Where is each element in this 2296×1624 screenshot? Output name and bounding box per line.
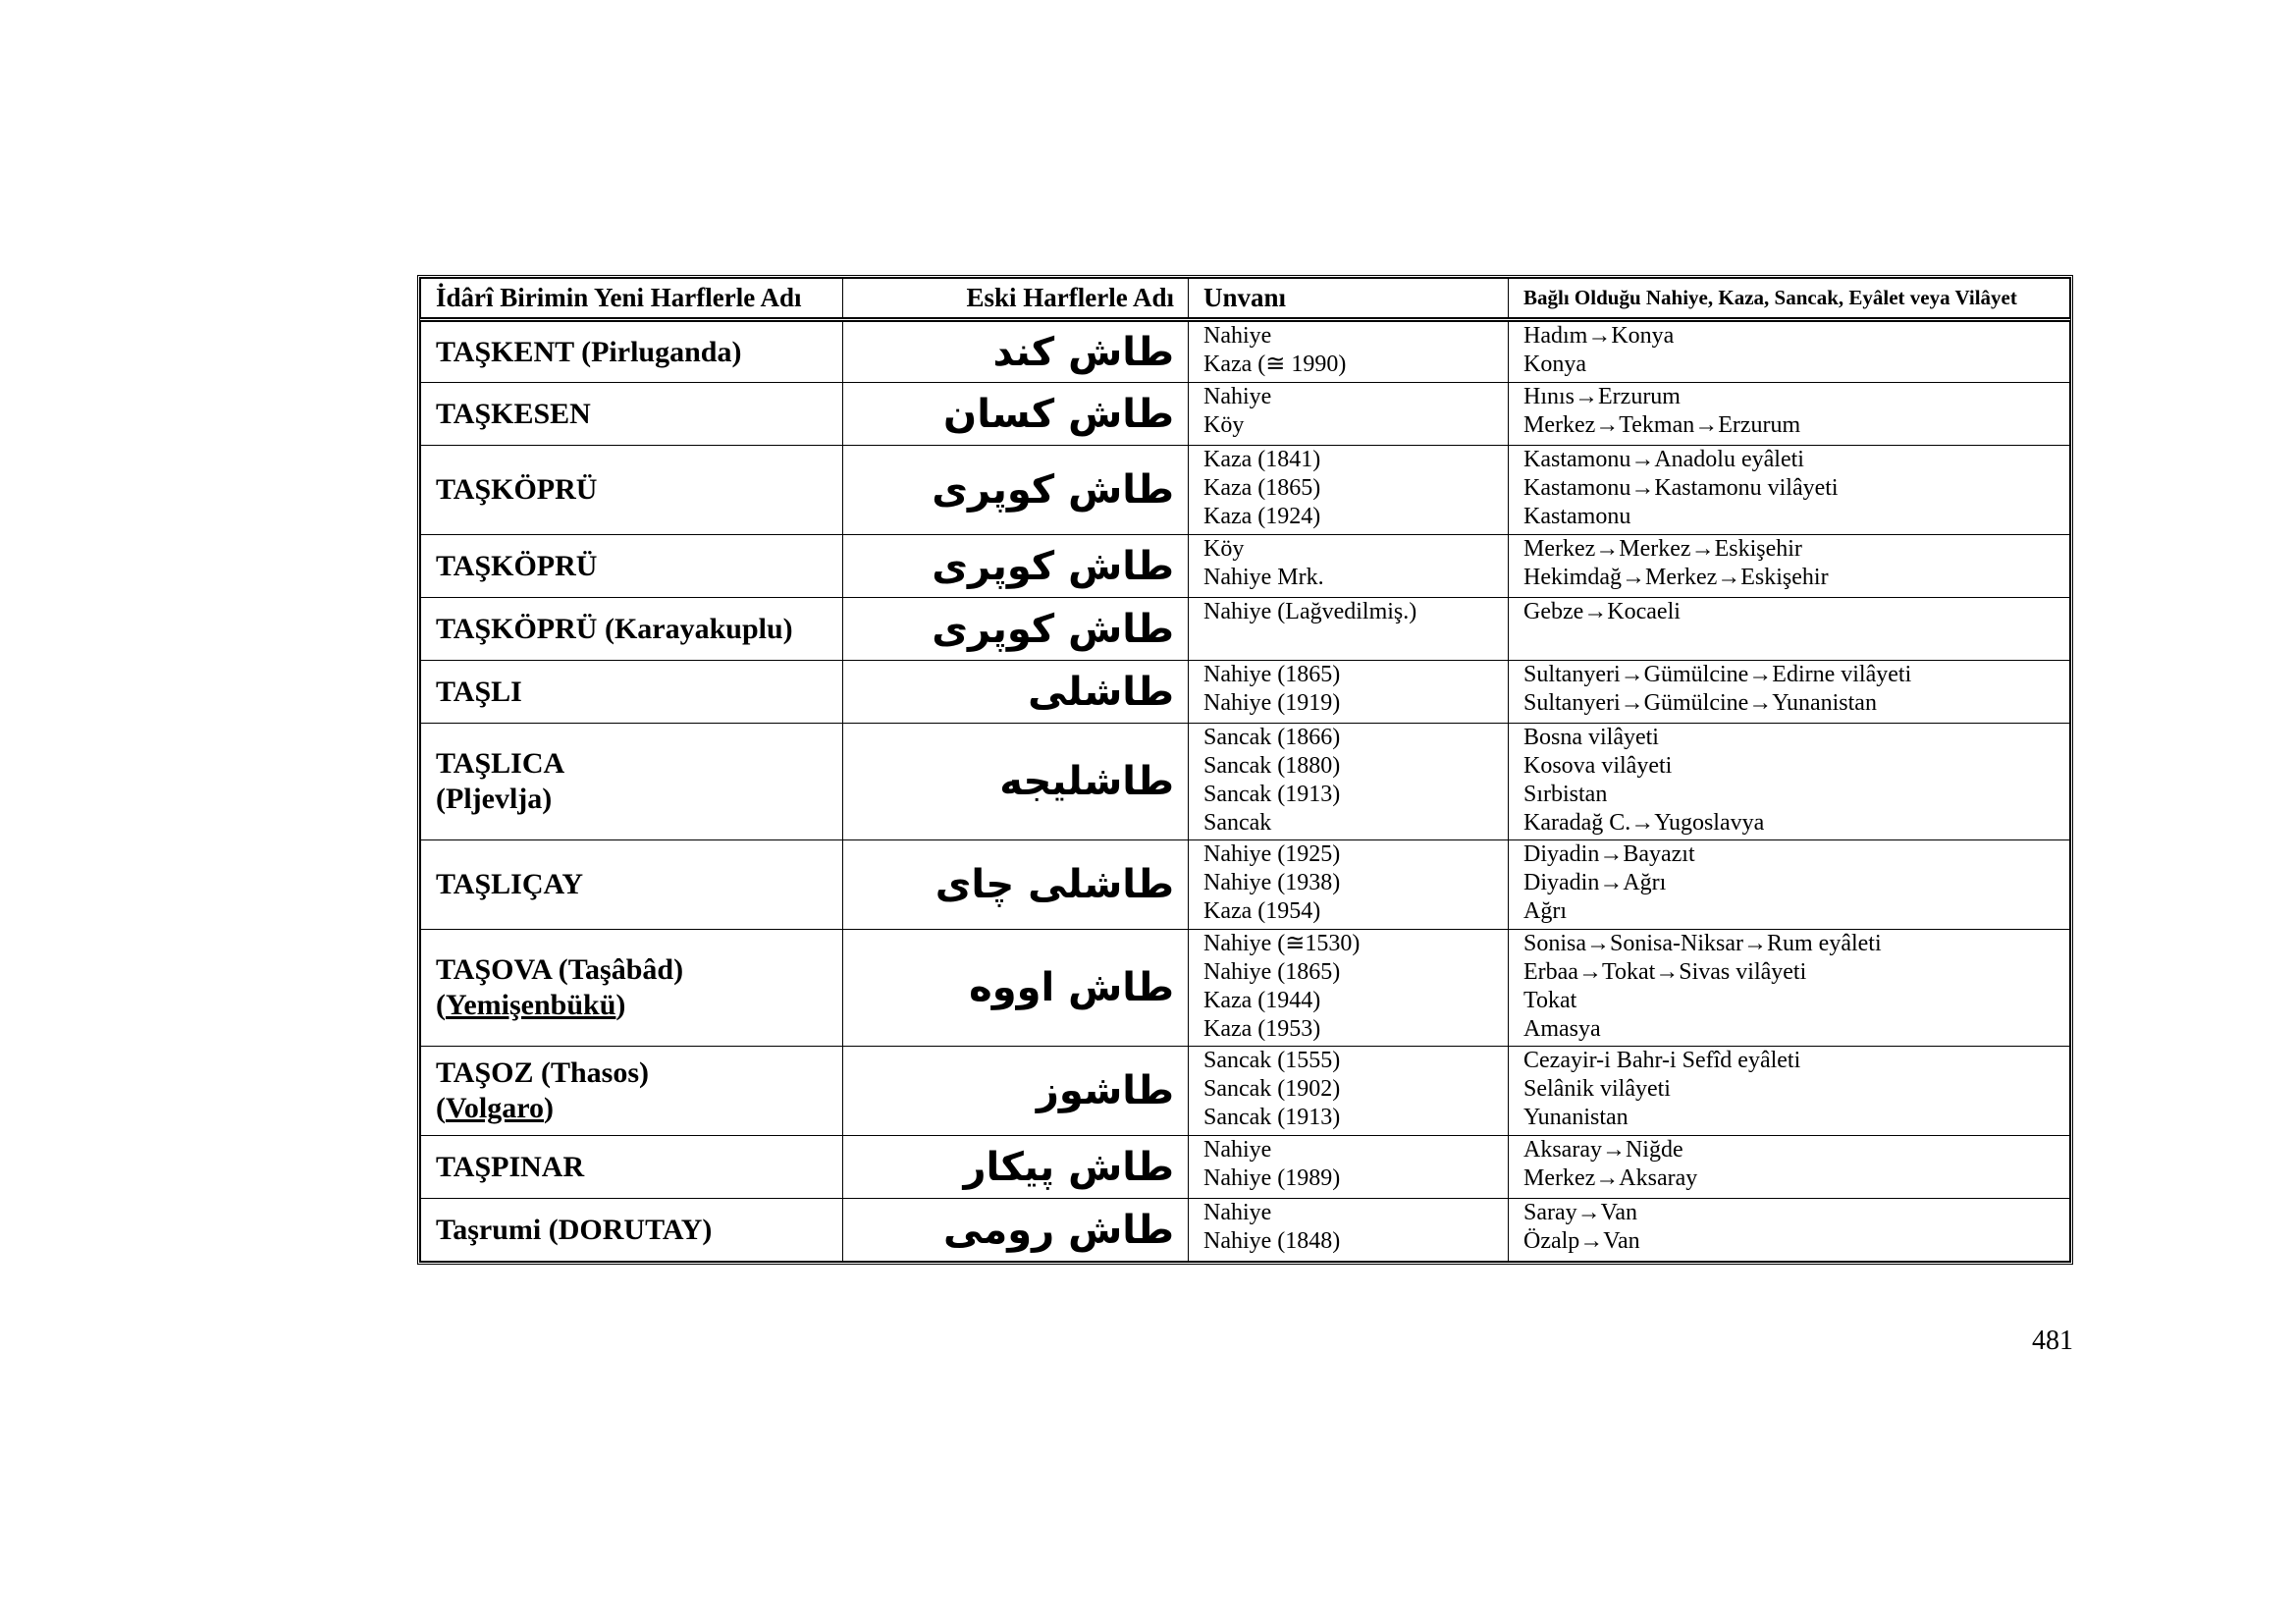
affiliation-line: Diyadin→Bayazıt: [1523, 841, 1695, 867]
cell-affiliation: [1509, 535, 2070, 598]
affiliation-line: Konya: [1523, 352, 1586, 377]
cell-ottoman-name: طاش كند: [843, 320, 1189, 383]
title-line: Nahiye (1919): [1203, 690, 1341, 716]
cell-affiliation: [1509, 840, 2070, 930]
title-line: Kaza (1944): [1203, 988, 1321, 1013]
cell-title: [1189, 661, 1509, 724]
table-header-row: [421, 279, 2070, 320]
title-line: Köy: [1203, 536, 1245, 562]
cell-title: [1189, 383, 1509, 446]
title-line: Kaza (1953): [1203, 1016, 1321, 1042]
title-line: Nahiye (≅1530): [1203, 931, 1361, 956]
title-line: Nahiye: [1203, 384, 1272, 409]
title-line: Nahiye (1989): [1203, 1165, 1341, 1191]
cell-ottoman-name: طاشوز: [843, 1047, 1189, 1136]
table-row: [421, 598, 2070, 661]
name-alternate-underlined: Volgaro: [446, 1092, 545, 1124]
table-row: [421, 661, 2070, 724]
place-names-table: [420, 278, 2070, 1262]
cell-ottoman-name: طاش اووه: [843, 930, 1189, 1047]
page-number: 481: [2032, 1326, 2073, 1356]
title-line: Kaza (1954): [1203, 898, 1321, 924]
cell-ottoman-name: طاشليجه: [843, 724, 1189, 840]
header-old-letters-name: Eski Harflerle Adı: [843, 279, 1189, 320]
affiliation-line: Sultanyeri→Gümülcine→Yunanistan: [1523, 690, 1877, 716]
cell-ottoman-name: طاشلى: [843, 661, 1189, 724]
cell-title: [1189, 320, 1509, 383]
title-line: Nahiye: [1203, 1200, 1272, 1225]
header-new-letters-name: İdârî Birimin Yeni Harflerle Adı: [421, 279, 843, 320]
name-line: TAŞOZ (Thasos): [436, 1056, 650, 1089]
affiliation-line: Özalp→Van: [1523, 1228, 1640, 1254]
cell-affiliation: [1509, 320, 2070, 383]
name-alternate-line: (Volgaro): [436, 1092, 555, 1124]
affiliation-line: Karadağ C.→Yugoslavya: [1523, 810, 1765, 836]
affiliation-line: Sultanyeri→Gümülcine→Edirne vilâyeti: [1523, 662, 1912, 687]
cell-ottoman-name: طاش پيكار: [843, 1136, 1189, 1199]
affiliation-line: Aksaray→Niğde: [1523, 1137, 1683, 1163]
affiliation-line: Hekimdağ→Merkez→Eskişehir: [1523, 565, 1829, 590]
name-alternate-line: (Yemişenbükü): [436, 989, 626, 1021]
cell-affiliation: [1509, 930, 2070, 1047]
cell-new-name: [421, 840, 843, 930]
affiliation-line: Ağrı: [1523, 898, 1567, 924]
cell-affiliation: [1509, 598, 2070, 661]
cell-new-name: [421, 535, 843, 598]
cell-new-name: [421, 1047, 843, 1136]
affiliation-line: Kastamonu→Kastamonu vilâyeti: [1523, 475, 1839, 501]
affiliation-line: Selânik vilâyeti: [1523, 1076, 1671, 1102]
title-line: Sancak (1555): [1203, 1048, 1341, 1073]
affiliation-line: Kastamonu→Anadolu eyâleti: [1523, 447, 1804, 472]
cell-ottoman-name: طاش كوپرى: [843, 535, 1189, 598]
table-row: [421, 320, 2070, 383]
cell-affiliation: [1509, 383, 2070, 446]
table-row: [421, 1199, 2070, 1262]
name-line: TAŞLIÇAY: [436, 868, 584, 900]
affiliation-line: Saray→Van: [1523, 1200, 1637, 1225]
cell-affiliation: [1509, 724, 2070, 840]
cell-new-name: [421, 1136, 843, 1199]
cell-ottoman-name: طاشلى چاى: [843, 840, 1189, 930]
title-line: Sancak (1880): [1203, 753, 1341, 779]
cell-affiliation: [1509, 1047, 2070, 1136]
table-row: [421, 383, 2070, 446]
title-line: Sancak (1866): [1203, 725, 1341, 750]
title-line: Kaza (1865): [1203, 475, 1321, 501]
name-line: TAŞLI: [436, 675, 522, 708]
title-line: Sancak (1902): [1203, 1076, 1341, 1102]
cell-title: [1189, 840, 1509, 930]
cell-ottoman-name: طاش كسان: [843, 383, 1189, 446]
affiliation-line: Diyadin→Ağrı: [1523, 870, 1667, 895]
cell-title: [1189, 535, 1509, 598]
cell-title: [1189, 724, 1509, 840]
title-line: Sancak: [1203, 810, 1272, 836]
affiliation-line: Gebze→Kocaeli: [1523, 599, 1681, 624]
title-line: Kaza (1841): [1203, 447, 1321, 472]
affiliation-line: Merkez→Aksaray: [1523, 1165, 1698, 1191]
affiliation-line: Cezayir-i Bahr-i Sefîd eyâleti: [1523, 1048, 1801, 1073]
title-line: Nahiye (1925): [1203, 841, 1341, 867]
affiliation-line: Yunanistan: [1523, 1105, 1629, 1130]
table-row: [421, 1047, 2070, 1136]
name-line: TAŞKESEN: [436, 397, 591, 430]
title-line: Kaza (≅ 1990): [1203, 352, 1347, 377]
cell-ottoman-name: طاش كوپرى: [843, 446, 1189, 535]
title-line: Nahiye (1865): [1203, 662, 1341, 687]
table-row: [421, 535, 2070, 598]
title-line: Köy: [1203, 412, 1245, 438]
title-line: Sancak (1913): [1203, 782, 1341, 807]
cell-title: [1189, 446, 1509, 535]
name-alternate-underlined: Yemişenbükü: [446, 989, 616, 1021]
title-line: Nahiye: [1203, 323, 1272, 349]
cell-title: [1189, 930, 1509, 1047]
name-line: TAŞKÖPRÜ: [436, 549, 598, 582]
cell-new-name: [421, 320, 843, 383]
header-affiliation: Bağlı Olduğu Nahiye, Kaza, Sancak, Eyâlet veya Vilâyet: [1509, 279, 2070, 320]
affiliation-line: Sonisa→Sonisa-Niksar→Rum eyâleti: [1523, 931, 1882, 956]
cell-ottoman-name: طاش كوپرى: [843, 598, 1189, 661]
title-line: Nahiye (1865): [1203, 959, 1341, 985]
cell-title: [1189, 1199, 1509, 1262]
name-line: TAŞKÖPRÜ: [436, 473, 598, 506]
title-line: Nahiye (Lağvedilmiş.): [1203, 599, 1417, 624]
table-row: [421, 840, 2070, 930]
affiliation-line: Merkez→Tekman→Erzurum: [1523, 412, 1801, 438]
affiliation-line: Bosna vilâyeti: [1523, 725, 1659, 750]
title-line: Nahiye (1938): [1203, 870, 1341, 895]
header-title: Unvanı: [1189, 279, 1509, 320]
affiliation-line: Sırbistan: [1523, 782, 1608, 807]
name-line: (Pljevlja): [436, 783, 553, 815]
table-row: [421, 1136, 2070, 1199]
table-row: [421, 930, 2070, 1047]
affiliation-line: Merkez→Merkez→Eskişehir: [1523, 536, 1802, 562]
cell-new-name: [421, 383, 843, 446]
name-line: Taşrumi (DORUTAY): [436, 1213, 713, 1246]
name-line: TAŞKÖPRÜ (Karayakuplu): [436, 612, 793, 645]
name-line: TAŞLICA: [436, 747, 565, 780]
cell-affiliation: [1509, 1199, 2070, 1262]
cell-new-name: [421, 1199, 843, 1262]
cell-new-name: [421, 446, 843, 535]
cell-ottoman-name: طاش رومى: [843, 1199, 1189, 1262]
name-line: TAŞOVA (Taşâbâd): [436, 953, 684, 986]
affiliation-line: Kosova vilâyeti: [1523, 753, 1673, 779]
affiliation-line: Kastamonu: [1523, 504, 1631, 529]
cell-affiliation: [1509, 446, 2070, 535]
title-line: Kaza (1924): [1203, 504, 1321, 529]
affiliation-line: Tokat: [1523, 988, 1577, 1013]
name-line: TAŞKENT (Pirluganda): [436, 335, 742, 368]
cell-new-name: [421, 724, 843, 840]
cell-new-name: [421, 661, 843, 724]
name-line: TAŞPINAR: [436, 1150, 585, 1183]
place-names-table-frame: [417, 275, 2073, 1265]
cell-new-name: [421, 930, 843, 1047]
title-line: Sancak (1913): [1203, 1105, 1341, 1130]
cell-title: [1189, 1047, 1509, 1136]
table-row: [421, 446, 2070, 535]
title-line: Nahiye: [1203, 1137, 1272, 1163]
cell-new-name: [421, 598, 843, 661]
affiliation-line: Hınıs→Erzurum: [1523, 384, 1681, 409]
cell-title: [1189, 1136, 1509, 1199]
cell-affiliation: [1509, 1136, 2070, 1199]
affiliation-line: Amasya: [1523, 1016, 1601, 1042]
title-line: Nahiye Mrk.: [1203, 565, 1324, 590]
affiliation-line: Hadım→Konya: [1523, 323, 1675, 349]
title-line: Nahiye (1848): [1203, 1228, 1341, 1254]
cell-affiliation: [1509, 661, 2070, 724]
table-row: [421, 724, 2070, 840]
affiliation-line: Erbaa→Tokat→Sivas vilâyeti: [1523, 959, 1807, 985]
table-body: [421, 320, 2070, 1262]
cell-title: [1189, 598, 1509, 661]
